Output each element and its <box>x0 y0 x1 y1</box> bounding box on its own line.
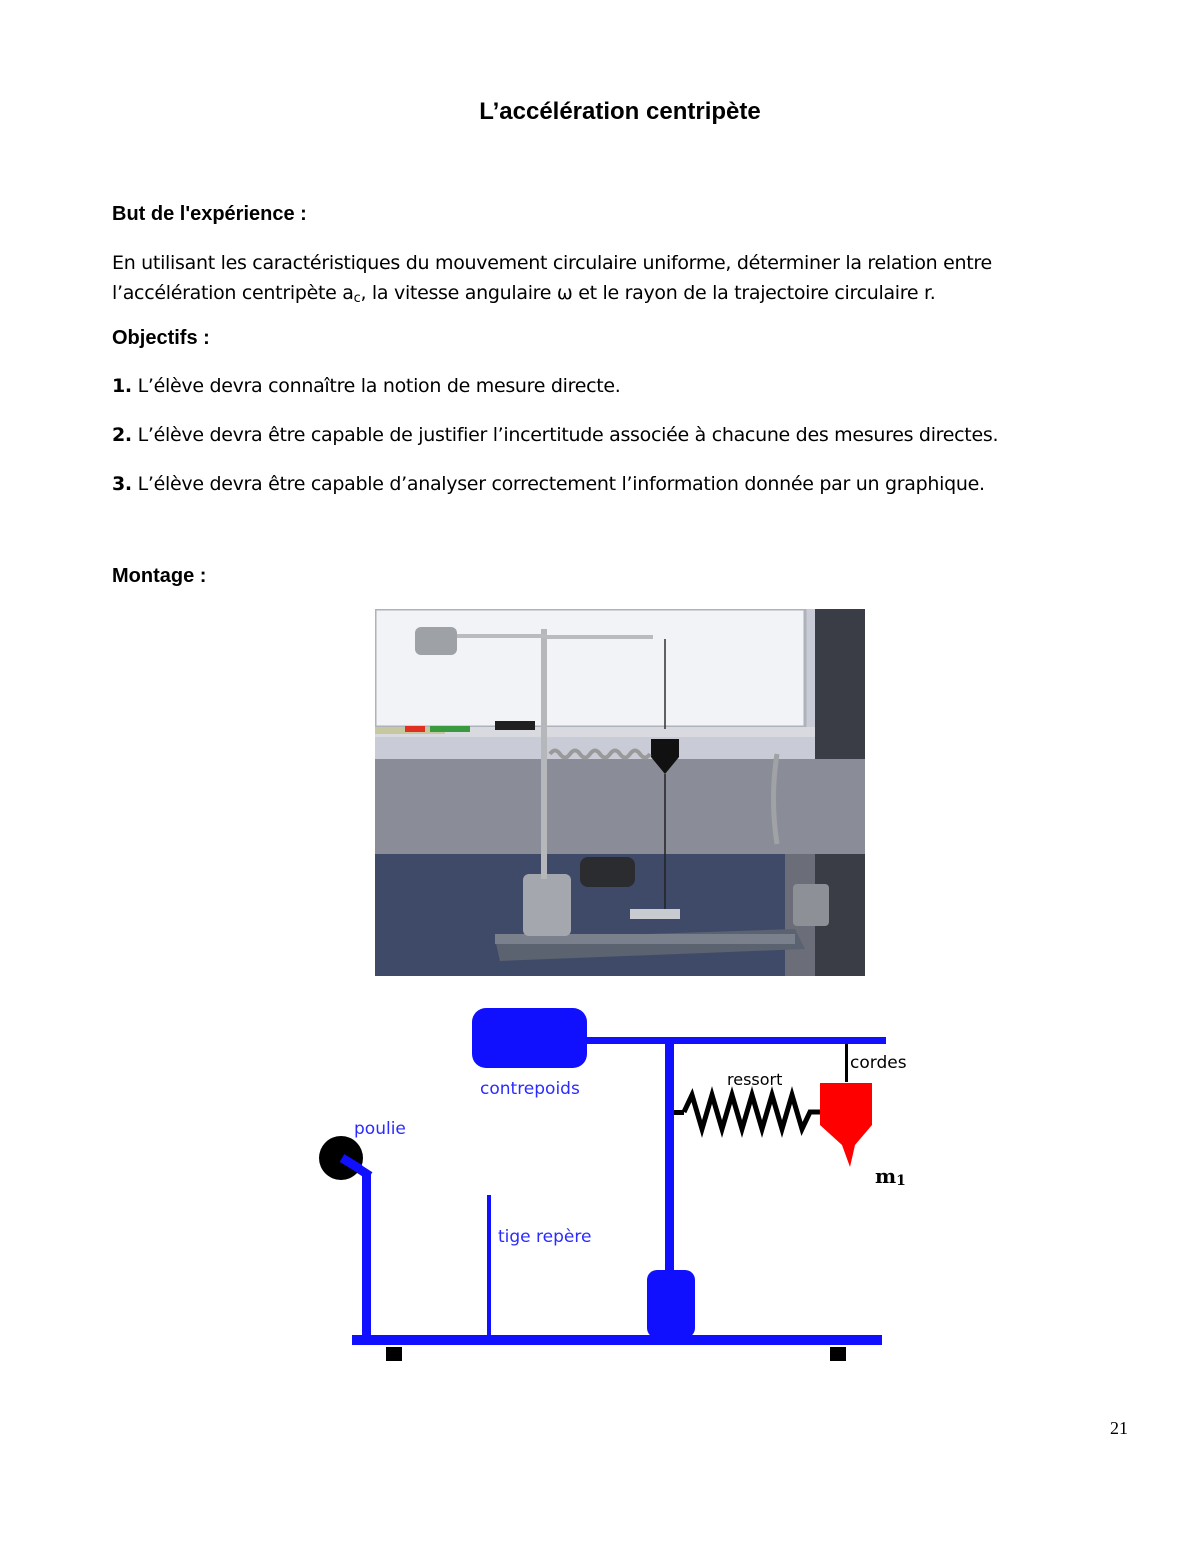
base-bar <box>352 1335 882 1345</box>
but-heading: But de l'expérience : <box>112 203 307 225</box>
label-mass-m: m <box>875 1164 897 1188</box>
label-cordes: cordes <box>850 1053 907 1073</box>
objectif-1-text: L’élève devra connaître la notion de mesure directe. <box>137 375 621 397</box>
label-ressort: ressort <box>727 1070 783 1089</box>
string <box>845 1044 848 1082</box>
but-line-1: En utilisant les caractéristiques du mouvement circulaire uniforme, déterminer la relation entre <box>112 252 992 274</box>
label-mass <box>875 1164 906 1189</box>
label-contrepoids: contrepoids <box>480 1079 580 1099</box>
label-tige: tige repère <box>498 1227 592 1247</box>
objectif-2-text: L’élève devra être capable de justifier l’incertitude associée à chacune des mesures directes. <box>137 424 999 446</box>
spring <box>684 1095 820 1129</box>
mass-m1 <box>820 1083 872 1167</box>
but-line-2-a: l’accélération centripète a <box>112 282 354 304</box>
pulley <box>319 1136 363 1180</box>
objectif-1-num: 1. <box>112 375 132 397</box>
page-title: L’accélération centripète <box>479 98 761 125</box>
but-line-2-b: , la vitesse angulaire ω et le rayon de la trajectoire circulaire r. <box>360 282 936 304</box>
objectif-1 <box>112 375 621 397</box>
montage-heading: Montage : <box>112 565 207 587</box>
counterweight <box>472 1008 587 1068</box>
objectif-3-text: L’élève devra être capable d’analyser correctement l’information donnée par un graphique. <box>137 473 985 495</box>
objectif-3 <box>112 473 985 495</box>
shaft <box>665 1040 674 1285</box>
apparatus-photo <box>375 609 865 976</box>
objectif-2-num: 2. <box>112 424 132 446</box>
left-foot <box>386 1347 402 1361</box>
reference-rod <box>487 1195 491 1337</box>
but-line-2 <box>112 282 936 306</box>
but-line-2-sub: c <box>353 291 361 306</box>
pulley-post <box>362 1173 371 1337</box>
shaft-base <box>647 1270 695 1338</box>
label-poulie: poulie <box>354 1119 406 1139</box>
label-mass-sub: 1 <box>896 1173 906 1189</box>
top-arm <box>580 1037 886 1044</box>
objectifs-heading: Objectifs : <box>112 327 210 349</box>
objectif-3-num: 3. <box>112 473 132 495</box>
apparatus-diagram <box>300 995 940 1375</box>
objectif-2 <box>112 424 998 446</box>
right-foot <box>830 1347 846 1361</box>
page-number: 21 <box>1110 1418 1128 1438</box>
